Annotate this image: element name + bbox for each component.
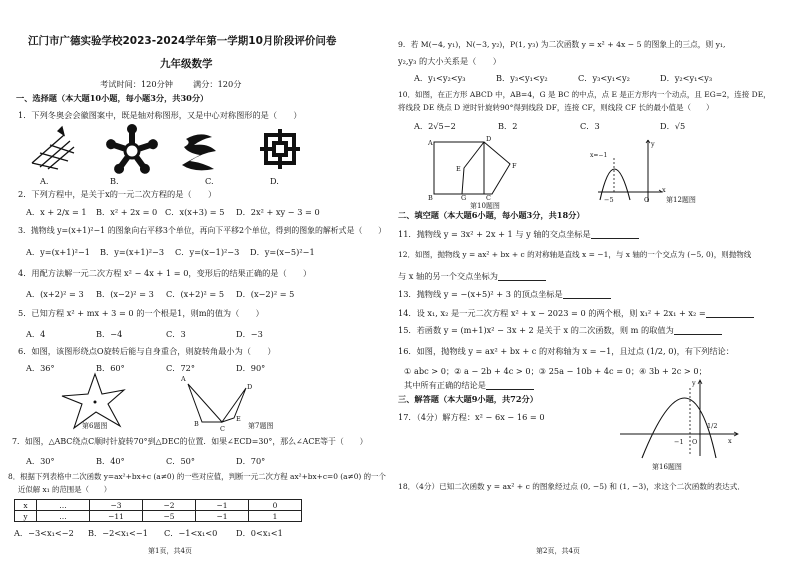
q6-option-a: A．36° (26, 363, 55, 373)
q1-label-c: C. (205, 176, 214, 186)
q8-option-b: B．−2<x₁<−1 (88, 528, 148, 538)
q6-option-c: C．72° (166, 363, 195, 373)
fig16-label-half: 1/2 (707, 422, 718, 430)
fig16-label-x: x (728, 437, 732, 445)
logo-d-icon (260, 129, 300, 169)
q4-option-a: A．(x+2)² = 3 (26, 289, 84, 299)
logo-c-icon (182, 134, 216, 170)
q5-option-c: C．3 (166, 329, 186, 339)
q6-option-d: D．90° (236, 363, 266, 373)
q2-option-b: B．x² + 2x = 0 (96, 207, 158, 217)
question-6: 6．如图，该图形绕点O旋转后能与自身重合，则旋转角最小为（ ） (18, 346, 276, 356)
exam-score: 满分：120分 (193, 79, 242, 89)
fig10-label-c: C (486, 194, 491, 202)
logo-a-icon (32, 127, 74, 169)
section-answer: 三、解答题（本大题9小题，共72分） (398, 394, 538, 404)
question-17: 17．（4分）解方程：x² − 6x − 16 = 0 (398, 412, 545, 422)
fig7-label-b: B (194, 420, 199, 428)
q3-option-c: C．y=(x−1)²−3 (175, 247, 240, 257)
page-number-left: 第1页，共4页 (148, 547, 192, 555)
fig10-label-f: F (512, 162, 517, 170)
fig10-label-g: G (461, 194, 467, 202)
exam-time: 考试时间：120分钟 (100, 79, 173, 89)
figure-10-caption: 第10题图 (470, 202, 500, 210)
figure-12-caption: 第12题图 (666, 196, 696, 204)
answer-blank-16[interactable] (486, 382, 534, 390)
page-title: 江门市广德实验学校2023-2024学年第一学期10月阶段评价问卷 (28, 35, 337, 47)
figure-6-caption: 第6题图 (82, 422, 108, 430)
question-18: 18．（4分）已知二次函数 y = ax² + c 的图象经过点 (0, −5) 和 (1, −3)，求这个二次函数的表达式． (398, 482, 745, 491)
fig10-label-d: D (486, 135, 492, 143)
question-2: 2．下列方程中，是关于x的一元二次方程的是（ ） (18, 189, 217, 199)
question-16-line2: ① abc > 0；② a − 2b + 4c > 0；③ 25a − 10b + 4c = 0；④ 3b + 2c > 0； (404, 366, 707, 376)
figure-16-caption: 第16题图 (652, 463, 682, 471)
q1-label-b: B. (110, 176, 119, 186)
answer-blank-14[interactable] (706, 310, 754, 318)
answer-blank-12[interactable] (498, 273, 546, 281)
answer-blank-13[interactable] (563, 291, 611, 299)
q4-option-b: B．(x−2)² = 3 (96, 289, 154, 299)
q9-option-a: A．y₁<y₂<y₃ (414, 73, 466, 83)
question-12-line1: 12．如图，抛物线 y = ax² + bx + c 的对称轴是直线 x = −1，与 x 轴的一个交点为 (−5, 0)，则抛物线 (398, 250, 752, 259)
q7-option-d: D．70° (236, 456, 266, 466)
figure-7-caption: 第7题图 (248, 422, 274, 430)
question-3: 3．抛物线 y=(x+1)²−1 的图象向右平移3个单位，再向下平移2个单位，得到的图象的解析式是（ ） (18, 226, 387, 235)
table-cell: x (15, 500, 37, 511)
page-number-right: 第2页，共4页 (536, 547, 580, 555)
q1-label-d: D. (270, 176, 279, 186)
q1-logos (18, 123, 308, 181)
q3-option-b: B．y=(x+1)²−3 (100, 247, 165, 257)
q5-option-a: A．4 (26, 329, 46, 339)
question-15: 15．若函数 y = (m+1)x² − 3x + 2 是关于 x 的二次函数，则 m 的取值为 (398, 325, 722, 335)
page-subtitle: 九年级数学 (160, 58, 213, 70)
q10-option-c: C．3 (580, 121, 600, 131)
q10-option-a: A．2√5−2 (414, 121, 456, 131)
question-9-line2: y₂,y₃ 的大小关系是（ ） (398, 56, 501, 66)
table-cell: 0 (249, 500, 302, 511)
table-cell: −2 (143, 500, 196, 511)
table-cell: −1 (196, 500, 249, 511)
question-8-line2: 近似解 x₁ 的范围是（ ） (18, 485, 112, 494)
table-cell: −11 (90, 511, 143, 522)
table-row (15, 500, 302, 511)
question-16-line3: 其中所有正确的结论是 (404, 380, 534, 390)
fig7-label-c: C (220, 425, 225, 433)
fig12-label-axis: x=−1 (590, 152, 608, 159)
logo-b-icon (105, 124, 159, 176)
question-7: 7．如图，△ABC绕点C顺时针旋转70°到△DEC的位置．如果∠ECD=30°，那么∠ACE等于（ ） (12, 437, 368, 446)
fig10-label-b: B (428, 194, 433, 202)
fig12-label-x: x (662, 186, 666, 194)
question-10-line1: 10．如图，在正方形 ABCD 中，AB=4，G 是 BC 的中点，点 E 是正方形内一个动点，且 EG=2，连接 DE， (398, 90, 771, 99)
question-16-line1: 16．如图，抛物线 y = ax² + bx + c 的对称轴为 x = −1，且过点 (1/2, 0)，有下列结论： (398, 346, 734, 356)
question-14: 14．设 x₁, x₂ 是一元二次方程 x² + x − 2023 = 0 的两个根，则 x₁² + 2x₁ + x₂ = (398, 308, 754, 318)
fig12-label-minus5: −5 (604, 196, 614, 204)
section-fill-in: 二、填空题（本大题6小题，每小题3分，共18分） (398, 210, 585, 220)
question-11: 11．抛物线 y = 3x² + 2x + 1 与 y 轴的交点坐标是 (398, 229, 639, 239)
q8-option-d: D．0<x₁<1 (236, 528, 283, 538)
question-4: 4．用配方法解一元二次方程 x² − 4x + 1 = 0，变形后的结果正确的是（ ） (18, 268, 312, 278)
q6-option-b: B．60° (96, 363, 125, 373)
question-1: 1．下列冬奥会会徽图案中，既是轴对称图形，又是中心对称图形的是（ ） (18, 110, 302, 120)
question-9-line1: 9．若 M(−4, y₁)，N(−3, y₂)，P(1, y₃) 为二次函数 y = x² + 4x − 5 的图象上的三点，则 y₁, (398, 40, 726, 49)
question-13: 13．抛物线 y = −(x+5)² + 3 的顶点坐标是 (398, 289, 611, 299)
fig16-label-origin: O (692, 438, 698, 446)
q4-option-c: C．(x+2)² = 5 (166, 289, 225, 299)
section-choice: 一、选择题（本大题10小题，每小题3分，共30分） (16, 93, 209, 103)
question-5: 5．已知方程 x² + mx + 3 = 0 的一个根是1，则m的值为（ ） (18, 308, 264, 318)
q2-option-a: A．x + 2/x = 1 (26, 207, 87, 217)
table-row (15, 511, 302, 522)
fig12-label-y: y (651, 140, 655, 148)
q4-option-d: D．(x−2)² = 5 (236, 289, 295, 299)
q3-option-d: D．y=(x−5)²−1 (250, 247, 315, 257)
fig10-label-e: E (456, 165, 461, 173)
fig12-label-origin: O (644, 196, 650, 204)
q8-option-c: C．−1<x₁<0 (164, 528, 218, 538)
answer-blank-11[interactable] (591, 231, 639, 239)
q8-option-a: A．−3<x₁<−2 (14, 528, 74, 538)
q2-option-d: D．2x² + xy − 3 = 0 (236, 207, 320, 217)
q10-option-b: B．2 (498, 121, 518, 131)
fig7-label-a: A (181, 375, 186, 383)
q7-option-b: B．40° (96, 456, 125, 466)
table-cell: −5 (143, 511, 196, 522)
question-12-line2: 与 x 轴的另一个交点坐标为 (398, 271, 546, 281)
q9-option-d: D．y₂<y₁<y₃ (660, 73, 713, 83)
q10-option-d: D．√5 (660, 121, 686, 131)
fig16-label-minus1: −1 (674, 438, 684, 446)
table-cell: y (15, 511, 37, 522)
question-8-line1: 8．根据下列表格中二次函数 y=ax²+bx+c (a≠0) 的一些对应值，判断一元二次方程 ax²+bx+c=0 (a≠0) 的一个 (8, 472, 386, 481)
table-cell: −3 (90, 500, 143, 511)
table-cell: … (37, 511, 90, 522)
q1-label-a: A. (40, 176, 49, 186)
fig7-label-d: D (247, 383, 253, 391)
q9-option-c: C．y₃<y₁<y₂ (578, 73, 630, 83)
q8-value-table (14, 499, 302, 522)
figure-12-parabola (596, 136, 666, 204)
fig10-label-a: A (428, 139, 433, 147)
answer-blank-15[interactable] (674, 327, 722, 335)
fig7-label-e: E (236, 415, 241, 423)
q3-option-a: A．y=(x+1)²−1 (26, 247, 91, 257)
q2-option-c: C．x(x+3) = 5 (165, 207, 225, 217)
question-10-line2: 将线段 DE 绕点 D 逆时针旋转90°得到线段 DF，连接 CF，则线段 CF 长的最小值是（ ） (398, 103, 714, 112)
q7-option-c: C．50° (166, 456, 195, 466)
table-cell: … (37, 500, 90, 511)
q9-option-b: B．y₃<y₁<y₂ (496, 73, 548, 83)
q7-option-a: A．30° (26, 456, 55, 466)
fig16-label-y: y (692, 379, 696, 387)
table-cell: 1 (249, 511, 302, 522)
q5-option-b: B．−4 (96, 329, 123, 339)
table-cell: −1 (196, 511, 249, 522)
q5-option-d: D．−3 (236, 329, 263, 339)
